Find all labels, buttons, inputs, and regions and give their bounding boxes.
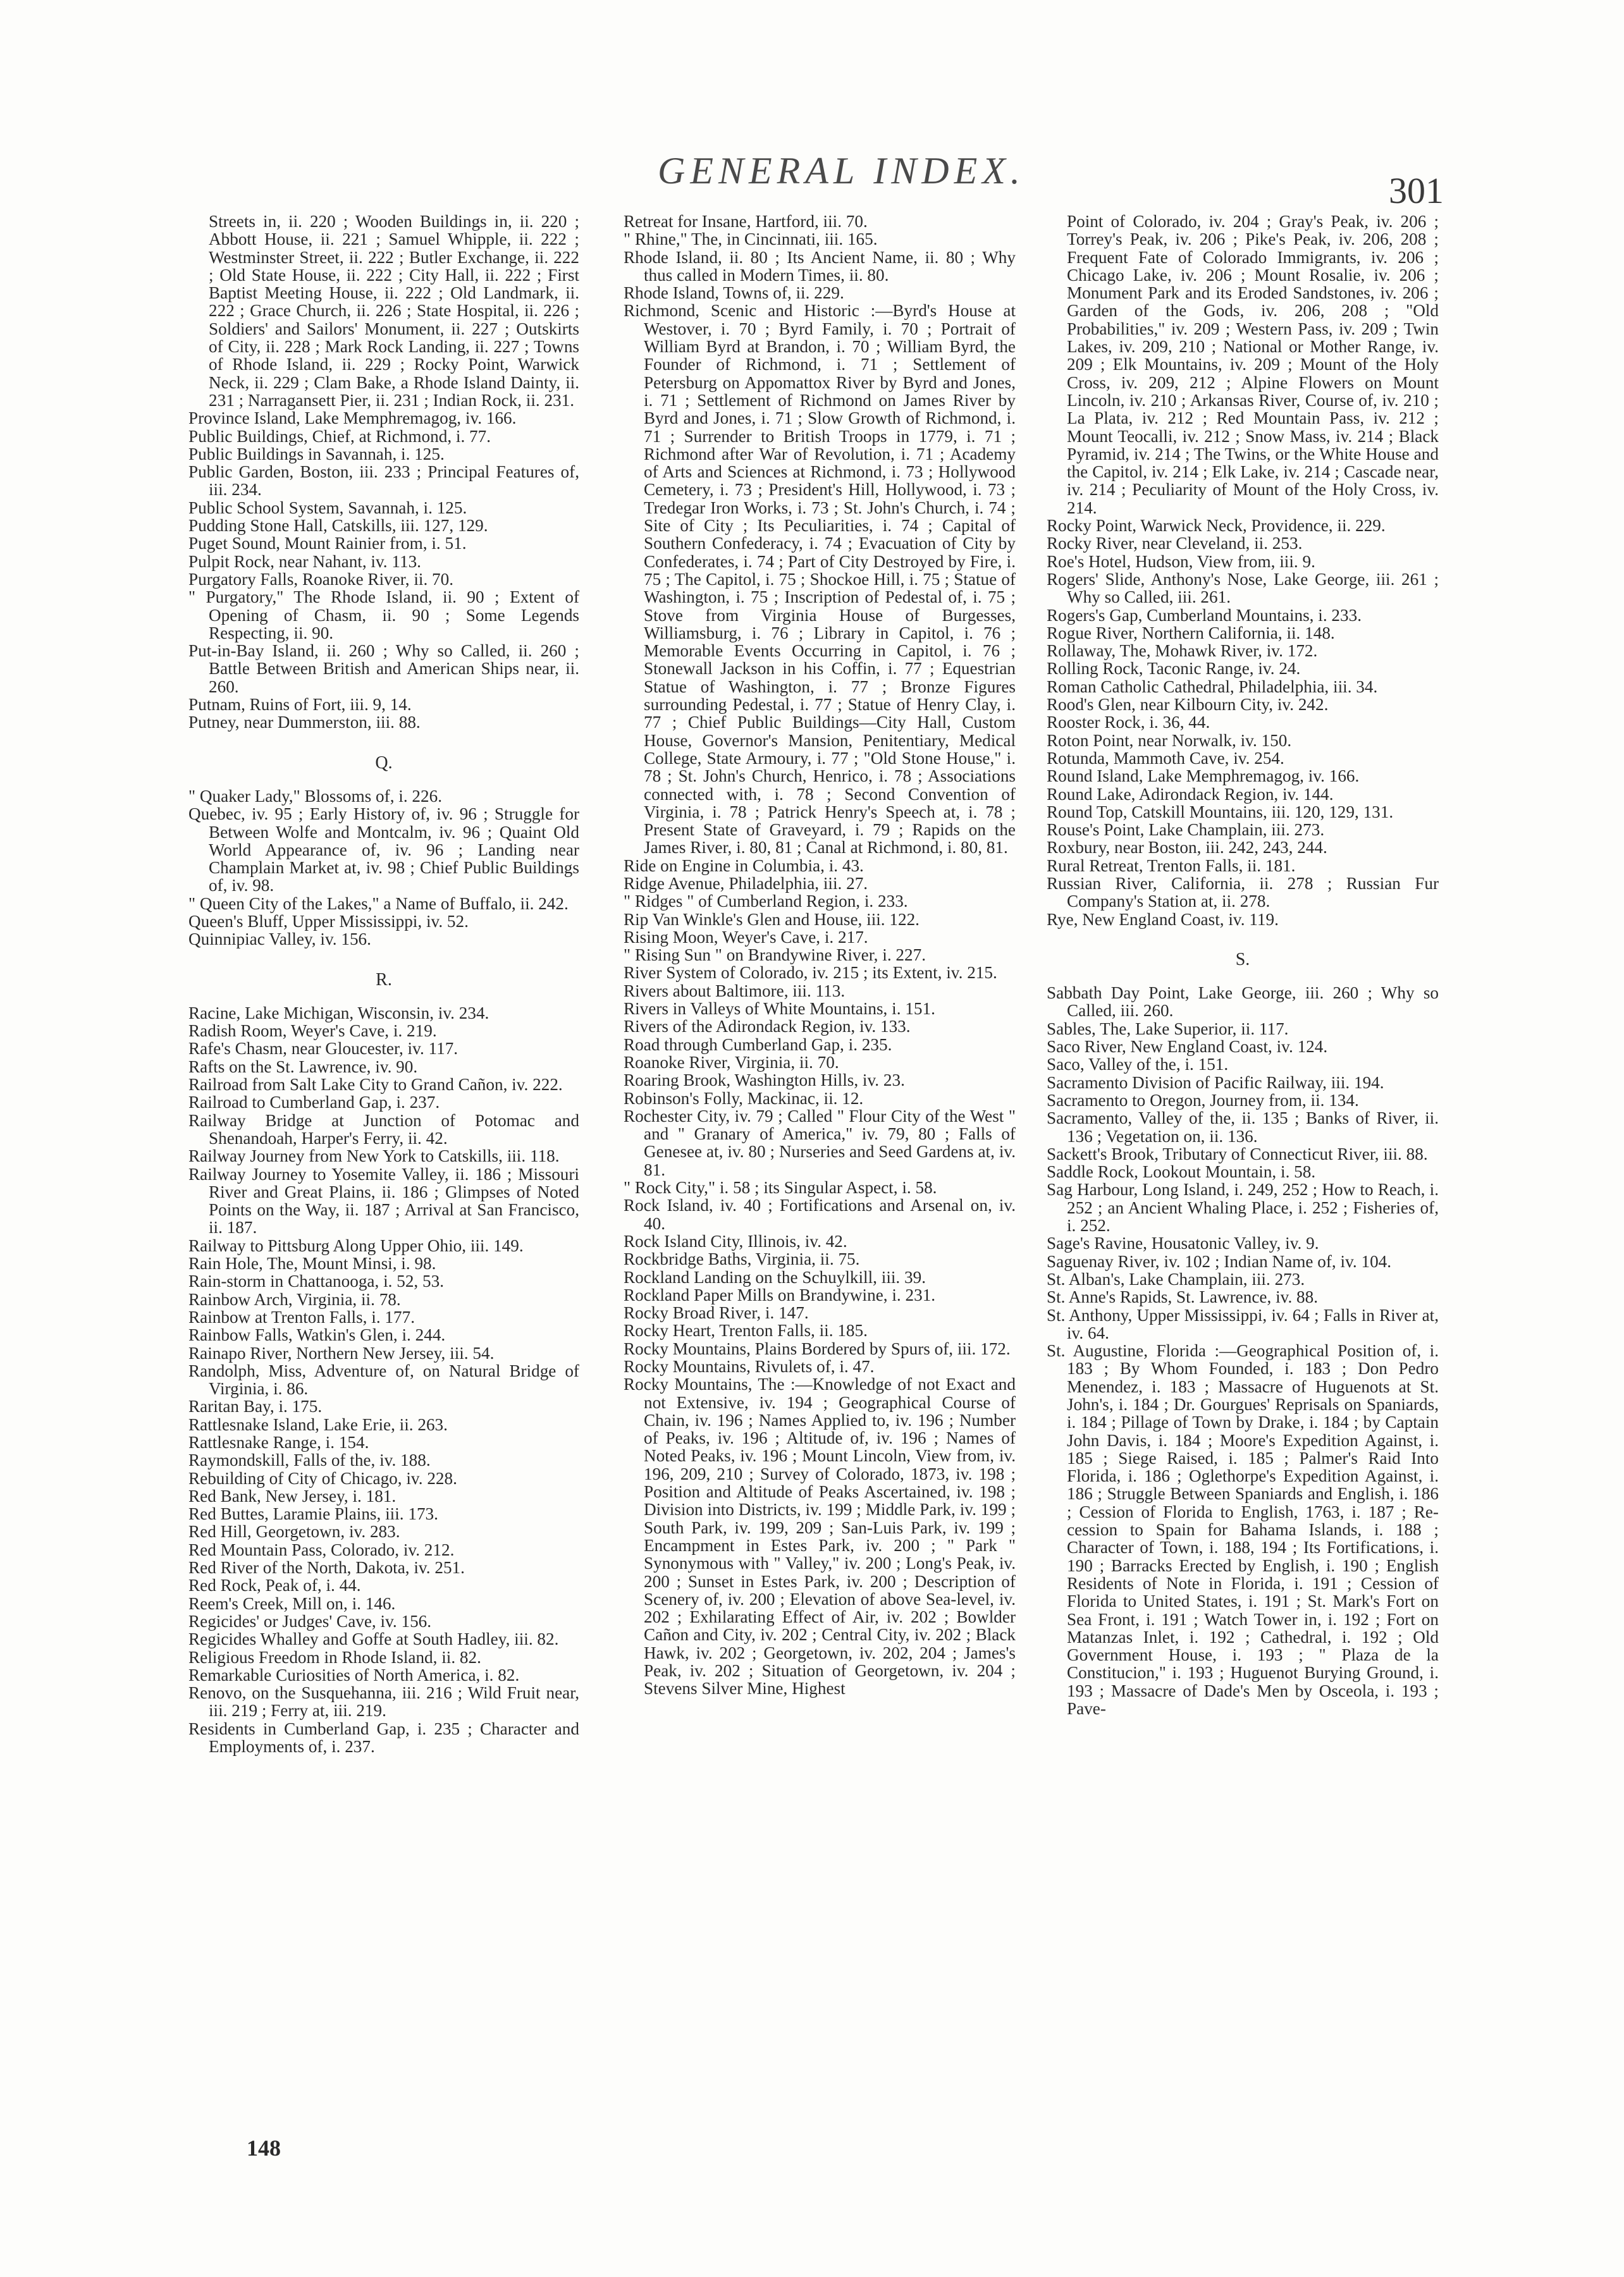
- section-letter: Q.: [375, 752, 393, 773]
- index-entry: Residents in Cumberland Gap, i. 235 ; Character and Employments of, i. 237.: [188, 1719, 579, 1757]
- index-entry: Ridge Avenue, Philadelphia, iii. 27.: [624, 873, 868, 893]
- index-entry: Public Garden, Boston, iii. 233 ; Principal Features of, iii. 234.: [188, 462, 579, 500]
- index-entry: Saco, Valley of the, i. 151.: [1047, 1055, 1229, 1074]
- index-entry: Railroad to Cumberland Gap, i. 237.: [188, 1093, 440, 1112]
- index-entry: Rhode Island, ii. 80 ; Its Ancient Name, ii. 80 ; Why thus called in Modern Times, ii. 80.: [624, 247, 1016, 285]
- index-entry: Round Lake, Adirondack Region, iv. 144.: [1047, 784, 1334, 804]
- index-entry: Railway Journey from New York to Catskills, iii. 118.: [188, 1146, 560, 1166]
- index-entry: Roaring Brook, Washington Hills, iv. 23.: [624, 1071, 905, 1090]
- index-entry: Pudding Stone Hall, Catskills, iii. 127, 129.: [188, 516, 488, 536]
- index-entry: Rivers about Baltimore, iii. 113.: [624, 981, 846, 1000]
- index-entry: Rockbridge Baths, Virginia, ii. 75.: [624, 1249, 860, 1269]
- index-entry: Sables, The, Lake Superior, ii. 117.: [1047, 1019, 1289, 1038]
- index-entry: Railway Journey to Yosemite Valley, ii. 186 ; Missouri River and Great Plains, ii. 186 ; Glimpses of Noted Points on the Way, ii. 187 ; Arrival at San Francisco, ii. 187.: [188, 1164, 579, 1237]
- index-entry: Rochester City, iv. 79 ; Called " Flour City of the West " and " Granary of America," iv. 79, 80 ; Falls of Genesee at, iv. 80 ; Nurseries and Seed Gardens at, iv. 81.: [624, 1106, 1016, 1179]
- index-entry: Rebuilding of City of Chicago, iv. 228.: [188, 1468, 457, 1488]
- index-entry: Sackett's Brook, Tributary of Connecticut River, iii. 88.: [1047, 1144, 1428, 1163]
- index-entry: Ride on Engine in Columbia, i. 43.: [624, 856, 864, 875]
- index-entry: Red Hill, Georgetown, iv. 283.: [188, 1522, 400, 1542]
- index-entry: Railway Bridge at Junction of Potomac and Shenandoah, Harper's Ferry, ii. 42.: [188, 1110, 579, 1148]
- index-entry: Raymondskill, Falls of the, iv. 188.: [188, 1451, 431, 1470]
- running-title: GENERAL INDEX.: [658, 150, 1025, 192]
- index-entry: Racine, Lake Michigan, Wisconsin, iv. 234.: [188, 1003, 489, 1022]
- index-entry: Rocky River, near Cleveland, ii. 253.: [1047, 534, 1303, 553]
- index-entry: Radish Room, Weyer's Cave, i. 219.: [188, 1021, 437, 1041]
- index-entry: Rocky Point, Warwick Neck, Providence, ii. 229.: [1047, 516, 1386, 536]
- index-entry: Rock Island City, Illinois, iv. 42.: [624, 1231, 847, 1251]
- index-entry: Rafts on the St. Lawrence, iv. 90.: [188, 1057, 418, 1076]
- index-entry: Robinson's Folly, Mackinac, ii. 12.: [624, 1088, 864, 1108]
- index-entry: Rogue River, Northern California, ii. 148.: [1047, 623, 1335, 642]
- index-entry: Remarkable Curiosities of North America, i. 82.: [188, 1665, 520, 1685]
- index-entry: Round Island, Lake Memphremagog, iv. 166.: [1047, 766, 1360, 786]
- index-entry: Renovo, on the Susquehanna, iii. 216 ; Wild Fruit near, iii. 219 ; Ferry at, iii. 219.: [188, 1683, 579, 1721]
- index-entry: Rogers's Gap, Cumberland Mountains, i. 233.: [1047, 605, 1362, 625]
- index-entry: Sabbath Day Point, Lake George, iii. 260 ; Why so Called, iii. 260.: [1047, 983, 1439, 1021]
- index-entry: Put-in-Bay Island, ii. 260 ; Why so Called, ii. 260 ; Battle Between British and American Ships near, ii. 260.: [188, 641, 579, 696]
- index-entry: Sacramento Division of Pacific Railway, iii. 194.: [1047, 1072, 1384, 1092]
- index-entry: " Purgatory," The Rhode Island, ii. 90 ; Extent of Opening of Chasm, ii. 90 ; Some Legends Respecting, ii. 90.: [188, 587, 579, 642]
- index-entry: Rip Van Winkle's Glen and House, iii. 122.: [624, 909, 920, 929]
- index-entry: " Rhine," The, in Cincinnati, iii. 165.: [624, 230, 878, 249]
- index-entry: Raritan Bay, i. 175.: [188, 1397, 323, 1416]
- index-entry: " Rock City," i. 58 ; its Singular Aspect, i. 58.: [624, 1178, 937, 1198]
- index-entry: Red Buttes, Laramie Plains, iii. 173.: [188, 1504, 438, 1524]
- index-entry: Rattlesnake Range, i. 154.: [188, 1433, 369, 1452]
- index-entry: Pulpit Rock, near Nahant, iv. 113.: [188, 551, 421, 571]
- index-entry: " Ridges " of Cumberland Region, i. 233.: [624, 892, 908, 911]
- index-entry: Putney, near Dummerston, iii. 88.: [188, 713, 421, 732]
- index-entry: Queen's Bluff, Upper Mississippi, iv. 52.: [188, 911, 469, 931]
- index-entry: Rotunda, Mammoth Cave, iv. 254.: [1047, 748, 1284, 768]
- index-entry: Rivers of the Adirondack Region, iv. 133.: [624, 1017, 911, 1036]
- index-entry: Purgatory Falls, Roanoke River, ii. 70.: [188, 569, 454, 589]
- index-entry: Road through Cumberland Gap, i. 235.: [624, 1034, 892, 1054]
- index-entry: Red Mountain Pass, Colorado, iv. 212.: [188, 1540, 455, 1559]
- index-entry: Sacramento to Oregon, Journey from, ii. 134.: [1047, 1090, 1359, 1110]
- index-entry: Red Bank, New Jersey, i. 181.: [188, 1486, 397, 1506]
- index-entry: Rocky Broad River, i. 147.: [624, 1303, 809, 1323]
- index-entry: St. Alban's, Lake Champlain, iii. 273.: [1047, 1269, 1305, 1289]
- index-entry: Roman Catholic Cathedral, Philadelphia, iii. 34.: [1047, 677, 1378, 696]
- index-entry: Regicides' or Judges' Cave, iv. 156.: [188, 1611, 432, 1631]
- index-entry: Round Top, Catskill Mountains, iii. 120, 129, 131.: [1047, 802, 1394, 821]
- index-entry: " Queen City of the Lakes," a Name of Buffalo, ii. 242.: [188, 893, 569, 913]
- index-entry: Saguenay River, iv. 102 ; Indian Name of, iv. 104.: [1047, 1251, 1392, 1271]
- index-entry: Retreat for Insane, Hartford, iii. 70.: [624, 212, 868, 231]
- index-entry: Rain-storm in Chattanooga, i. 52, 53.: [188, 1272, 444, 1291]
- index-entry: Rainapo River, Northern New Jersey, iii. 54.: [188, 1343, 495, 1363]
- index-entry: Richmond, Scenic and Historic :—Byrd's House at Westover, i. 70 ; Byrd Family, i. 70 ; Portrait of William Byrd at Brandon, i. 70 ; William Byrd, the Founder of Richmond, i. 71 ; Settlement of Petersburg on Appomattox River by Byrd and Jones, i. 71 ; Settlement of Richmond on James River by Byrd and Jones, i. 71 ; Slow Growth of Richmond, i. 71 ; Surrender to British Troops in 1779, i. 71 ; Richmond after War of Revolution, i. 71 ; Academy of Arts and Sciences at Richmond, i. 73 ; Hollywood Cemetery, i. 73 ; President's Hill, Hollywood, i. 73 ; Tredegar Iron Works, i. 73 ; St. John's Church, i. 74 ; Site of City ; Its Peculiarities, i. 74 ; Capital of Southern Confederacy, i. 74 ; Evacuation of City by Confederates, i. 74 ; Part of City Destroyed by Fire, i. 75 ; The Capitol, i. 75 ; Shockoe Hill, i. 75 ; Statue of Washington, i. 75 ; Inscription of Pedestal of, i. 75 ; Stove from Virginia House of Burgesses, Williamsburg, i. 76 ; Library in Capitol, i. 76 ; Memorable Events Occurring in Capitol, i. 76 ; Stonewall Jackson in his Coffin, i. 77 ; Equestrian Statue of Washington, i. 77 ; Bronze Figures surrounding Pedestal, i. 77 ; Statue of Henry Clay, i. 77 ; Chief Public Buildings—City Hall, Custom House, Governor's Mansion, Penitentiary, Medical College, State Armoury, i. 77 ; "Old Stone House," i. 78 ; St. John's Church, Henrico, i. 78 ; Associations connected with, i. 78 ; Second Convention of Virginia, i. 78 ; Patrick Henry's Speech at, i. 78 ; Present State of Graveyard, i. 79 ; Rapids on the James River, i. 80, 81 ; Canal at Richmond, i. 80, 81.: [624, 301, 1016, 857]
- index-entry: Railroad from Salt Lake City to Grand Cañon, iv. 222.: [188, 1075, 563, 1095]
- index-entry: Rain Hole, The, Mount Minsi, i. 98.: [188, 1254, 436, 1274]
- index-entry: Rhode Island, Towns of, ii. 229.: [624, 283, 844, 303]
- index-entry: Rye, New England Coast, iv. 119.: [1047, 909, 1279, 929]
- index-entry: St. Anthony, Upper Mississippi, iv. 64 ; Falls in River at, iv. 64.: [1047, 1305, 1439, 1342]
- page-number: 301: [1389, 170, 1444, 211]
- index-entry: Rooster Rock, i. 36, 44.: [1047, 713, 1210, 732]
- index-entry: Rainbow Arch, Virginia, ii. 78.: [188, 1289, 401, 1309]
- index-entry: St. Augustine, Florida :—Geographical Position of, i. 183 ; By Whom Founded, i. 183 ; Don Pedro Menendez, i. 183 ; Massacre of Huguenots at St. John's, i. 184 ; Dr. Gourgues' Reprisals on Spaniards, i. 184 ; Pillage of Town by Drake, i. 184 ; by Captain John Davis, i. 184 ; Moore's Expedition Against, i. 185 ; Siege Raised, i. 185 ; Palmer's Raid Into Florida, i. 186 ; Oglethorpe's Expedition Against, i. 186 ; Struggle Between Spaniards and English, i. 186 ; Cession of Florida to English, 1763, i. 187 ; Re-cession to Spain for Bahama Islands, i. 188 ; Character of Town, i. 188, 194 ; Its Fortifications, i. 190 ; Barracks Erected by English, i. 190 ; English Residents of Note in Florida, i. 191 ; Cession of Florida to United States, i. 191 ; St. Mark's Fort on Sea Front, i. 191 ; Watch Tower in, i. 192 ; Fort on Matanzas Inlet, i. 192 ; Cathedral, i. 192 ; Old Government House, i. 193 ; " Plaza de la Constitucion," i. 193 ; Huguenot Burying Ground, i. 193 ; Massacre of Dade's Men by Osceola, i. 193 ; Pave-: [1047, 1341, 1439, 1719]
- index-entry: Putnam, Ruins of Fort, iii. 9, 14.: [188, 695, 412, 715]
- index-entry: Rainbow at Trenton Falls, i. 177.: [188, 1307, 415, 1327]
- index-entry: Quebec, iv. 95 ; Early History of, iv. 96 ; Struggle for Between Wolfe and Montcalm, iv. 96 ; Quaint Old World Appearance of, iv. 96 ; Landing near Champlain Market at, iv. 98 ; Chief Public Buildings of, iv. 98.: [188, 804, 579, 895]
- index-entry: Rafe's Chasm, near Gloucester, iv. 117.: [188, 1039, 458, 1059]
- index-entry: Rivers in Valleys of White Mountains, i. 151.: [624, 999, 935, 1019]
- index-entry: Roe's Hotel, Hudson, View from, iii. 9.: [1047, 551, 1315, 571]
- section-letter: S.: [1235, 949, 1250, 969]
- index-entry: Rattlesnake Island, Lake Erie, ii. 263.: [188, 1415, 448, 1434]
- index-entry: " Rising Sun " on Brandywine River, i. 227.: [624, 945, 926, 965]
- index-entry: Saddle Rock, Lookout Mountain, i. 58.: [1047, 1162, 1316, 1182]
- index-entry: Red Rock, Peak of, i. 44.: [188, 1576, 361, 1595]
- index-entry: Rockland Landing on the Schuylkill, iii. 39.: [624, 1267, 926, 1287]
- index-entry: Rood's Glen, near Kilbourn City, iv. 242.: [1047, 695, 1329, 715]
- index-entry: Reem's Creek, Mill on, i. 146.: [188, 1593, 396, 1613]
- index-entry: Rocky Heart, Trenton Falls, ii. 185.: [624, 1321, 868, 1341]
- index-entry: Railway to Pittsburg Along Upper Ohio, iii. 149.: [188, 1236, 524, 1255]
- index-entry: Rocky Mountains, Plains Bordered by Spurs of, iii. 172.: [624, 1339, 1011, 1358]
- index-entry: Rocky Mountains, The :—Knowledge of not Exact and not Extensive, iv. 194 ; Geographical Course of Chain, iv. 196 ; Names Applied to, iv. 196 ; Number of Peaks, iv. 196 ; Altitude of, iv. 196 ; Names of Noted Peaks, iv. 196 ; Mount Lincoln, View from, iv. 196, 209, 210 ; Survey of Colorado, 1873, iv. 198 ; Position and Altitude of Peaks Ascertained, iv. 198 ; Division into Districts, iv. 199 ; Middle Park, iv. 199 ; South Park, iv. 199, 209 ; San-Luis Park, iv. 199 ; Encampment in Estes Park, iv. 200 ; " Park " Synonymous with " Valley," iv. 200 ; Long's Peak, iv. 200 ; Sunset in Estes Park, iv. 200 ; Description of Scenery of, iv. 200 ; Elevation of above Sea-level, iv. 202 ; Exhilarating Effect of Air, iv. 202 ; Bowlder Cañon and City, iv. 202 ; Central City, iv. 202 ; Black Hawk, iv. 202 ; Georgetown, iv. 202, 204 ; James's Peak, iv. 202 ; Situation of Georgetown, iv. 204 ; Stevens Silver Mine, Highest: [624, 1375, 1016, 1698]
- section-letter: R.: [376, 969, 392, 990]
- index-entry: Sag Harbour, Long Island, i. 249, 252 ; How to Reach, i. 252 ; an Ancient Whaling Place, i. 252 ; Fisheries of, i. 252.: [1047, 1180, 1439, 1236]
- index-entry: Rockland Paper Mills on Brandywine, i. 231.: [624, 1285, 936, 1304]
- index-column-3: [1047, 212, 1439, 1717]
- index-entry: Rouse's Point, Lake Champlain, iii. 273.: [1047, 820, 1325, 840]
- index-entry: Public School System, Savannah, i. 125.: [188, 498, 467, 517]
- index-column-1: [188, 212, 579, 1755]
- index-entry-continued: Streets in, ii. 220 ; Wooden Buildings in, ii. 220 ; Abbott House, ii. 221 ; Samuel Whipple, ii. 222 ; Westminster Street, ii. 222 ; Butler Exchange, ii. 222 ; Old State House, ii. 222 ; City Hall, ii. 222 ; First Baptist Meeting House, ii. 222 ; Old Landmark, ii. 222 ; Grace Church, ii. 226 ; State Hospital, ii. 226 ; Soldiers' and Sailors' Monument, ii. 227 ; Outskirts of City, ii. 228 ; Mark Rock Landing, ii. 227 ; Towns of Rhode Island, ii. 229 ; Rocky Point, Warwick Neck, ii. 229 ; Clam Bake, a Rhode Island Dainty, ii. 231 ; Narragansett Pier, ii. 231 ; Indian Rock, ii. 231.: [209, 212, 579, 410]
- index-entry-continued: Point of Colorado, iv. 204 ; Gray's Peak, iv. 206 ; Torrey's Peak, iv. 206 ; Pike's Peak, iv. 206, 208 ; Frequent Fate of Colorado Immigrants, iv. 206 ; Chicago Lake, iv. 206 ; Mount Rosalie, iv. 206 ; Monument Park and its Eroded Sandstones, iv. 206 ; Garden of the Gods, iv. 206, 208 ; "Old Probabilities," iv. 209 ; Western Pass, iv. 209 ; Twin Lakes, iv. 209, 210 ; National or Mother Range, iv. 209 ; Elk Mountains, iv. 209 ; Mount of the Holy Cross, iv. 209, 212 ; Alpine Flowers on Mount Lincoln, iv. 210 ; Arkansas River, Course of, iv. 210 ; La Plata, iv. 212 ; Red Mountain Pass, iv. 212 ; Mount Teocalli, iv. 212 ; Snow Mass, iv. 214 ; Black Pyramid, iv. 214 ; The Twins, or the White House and the Capitol, iv. 214 ; Elk Lake, iv. 214 ; Cascade near, iv. 214 ; Peculiarity of Mount of the Holy Cross, iv. 214.: [1067, 212, 1439, 517]
- index-entry: Province Island, Lake Memphremagog, iv. 166.: [188, 408, 517, 428]
- index-entry: St. Anne's Rapids, St. Lawrence, iv. 88.: [1047, 1287, 1319, 1307]
- index-entry: Red River of the North, Dakota, iv. 251.: [188, 1558, 465, 1578]
- index-entry: Public Buildings, Chief, at Richmond, i. 77.: [188, 426, 491, 446]
- index-entry: Religious Freedom in Rhode Island, ii. 82.: [188, 1647, 481, 1667]
- index-entry: Rogers' Slide, Anthony's Nose, Lake George, iii. 261 ; Why so Called, iii. 261.: [1047, 569, 1439, 607]
- index-entry: Sage's Ravine, Housatonic Valley, iv. 9.: [1047, 1234, 1319, 1253]
- index-entry: Rocky Mountains, Rivulets of, i. 47.: [624, 1357, 875, 1376]
- index-entry: " Quaker Lady," Blossoms of, i. 226.: [188, 786, 443, 806]
- index-entry: Public Buildings in Savannah, i. 125.: [188, 444, 445, 463]
- index-entry: Rock Island, iv. 40 ; Fortifications and Arsenal on, iv. 40.: [624, 1196, 1016, 1233]
- index-entry: Randolph, Miss, Adventure of, on Natural Bridge of Virginia, i. 86.: [188, 1361, 579, 1399]
- index-column-2: [624, 212, 1016, 1698]
- index-entry: River System of Colorado, iv. 215 ; its Extent, iv. 215.: [624, 963, 997, 983]
- index-entry: Regicides Whalley and Goffe at South Hadley, iii. 82.: [188, 1629, 559, 1649]
- index-entry: Rainbow Falls, Watkin's Glen, i. 244.: [188, 1325, 446, 1345]
- index-entry: Puget Sound, Mount Rainier from, i. 51.: [188, 534, 467, 553]
- index-entry: Roton Point, near Norwalk, iv. 150.: [1047, 730, 1292, 750]
- index-entry: Saco River, New England Coast, iv. 124.: [1047, 1037, 1328, 1057]
- index-entry: Russian River, California, ii. 278 ; Russian Fur Company's Station at, ii. 278.: [1047, 873, 1439, 911]
- index-entry: Rollaway, The, Mohawk River, iv. 172.: [1047, 641, 1318, 661]
- index-entry: Roanoke River, Virginia, ii. 70.: [624, 1052, 839, 1072]
- index-entry: Rural Retreat, Trenton Falls, ii. 181.: [1047, 856, 1296, 875]
- index-entry: Rolling Rock, Taconic Range, iv. 24.: [1047, 659, 1301, 678]
- index-entry: Roxbury, near Boston, iii. 242, 243, 244.: [1047, 838, 1327, 857]
- index-entry: Quinnipiac Valley, iv. 156.: [188, 930, 371, 949]
- index-entry: Rising Moon, Weyer's Cave, i. 217.: [624, 927, 868, 947]
- index-entry: Sacramento, Valley of the, ii. 135 ; Banks of River, ii. 136 ; Vegetation on, ii. 136.: [1047, 1108, 1439, 1146]
- folio-number: 148: [247, 2135, 281, 2161]
